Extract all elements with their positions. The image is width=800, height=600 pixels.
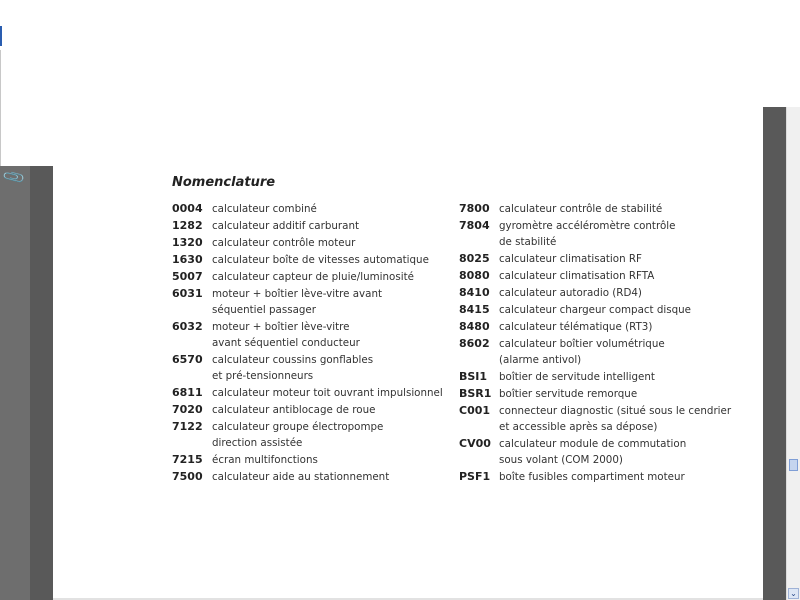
entry-code: 7500 (172, 470, 203, 483)
entry-code: 7804 (459, 219, 490, 232)
nomenclature-entry (459, 436, 749, 468)
entry-code: 8080 (459, 269, 490, 282)
entry-description-line: calculateur coussins gonflables (212, 354, 374, 366)
entry-code: C001 (459, 404, 491, 417)
entry-description-line: calculateur additif carburant (212, 220, 360, 232)
nomenclature-entry (172, 452, 457, 468)
entry-description (499, 403, 749, 435)
paperclip-icon[interactable]: 📎 (1, 164, 27, 190)
nomenclature-entry (172, 352, 457, 384)
entry-description-line: sous volant (COM 2000) (499, 454, 623, 466)
entry-description (499, 469, 749, 485)
entry-code: 1630 (172, 253, 203, 266)
nomenclature-entry (459, 285, 749, 301)
entry-description (212, 201, 457, 217)
nomenclature-left-column (172, 201, 457, 486)
entry-description (499, 268, 749, 284)
entry-code: 8025 (459, 252, 490, 265)
nomenclature-right-column (459, 201, 749, 486)
entry-code: 5007 (172, 270, 203, 283)
divider (0, 50, 1, 166)
entry-description-line: boîte fusibles compartiment moteur (499, 471, 685, 483)
nomenclature-entry (459, 469, 749, 485)
entry-description-line: calculateur groupe électropompe (212, 421, 384, 433)
entry-description (212, 419, 457, 451)
entry-description (212, 286, 457, 318)
entry-code: CV00 (459, 437, 491, 450)
entry-code: 8602 (459, 337, 490, 350)
vertical-scrollbar[interactable] (786, 107, 800, 600)
entry-description-line: calculateur autoradio (RD4) (499, 287, 642, 299)
entry-code: 6811 (172, 386, 203, 399)
nomenclature-entry (459, 251, 749, 267)
nomenclature-entry (172, 235, 457, 251)
entry-description (212, 469, 457, 485)
nomenclature-entry (172, 286, 457, 318)
entry-description (212, 452, 457, 468)
viewer-gutter (763, 107, 786, 600)
entry-code: 7800 (459, 202, 490, 215)
entry-description-line: avant séquentiel conducteur (212, 337, 360, 349)
entry-description-line: calculateur télématique (RT3) (499, 321, 653, 333)
entry-description-line: moteur + boîtier lève-vitre (212, 321, 350, 333)
entry-description-line: calculateur chargeur compact disque (499, 304, 692, 316)
nomenclature-entry (459, 403, 749, 435)
entry-description (499, 336, 749, 368)
entry-description (212, 319, 457, 351)
entry-description-line: direction assistée (212, 437, 303, 449)
entry-description-line: calculateur module de commutation (499, 438, 687, 450)
entry-description (212, 385, 457, 401)
nomenclature-entry (459, 302, 749, 318)
cursor-marker (0, 26, 2, 46)
entry-description (212, 402, 457, 418)
nomenclature-entry (459, 319, 749, 335)
entry-code: 7122 (172, 420, 203, 433)
chevron-down-icon[interactable]: ⌄ (788, 588, 799, 599)
nomenclature-entry (459, 369, 749, 385)
entry-code: BSR1 (459, 387, 492, 400)
entry-description-line: calculateur boîtier volumétrique (499, 338, 665, 350)
entry-code: PSF1 (459, 470, 491, 483)
entry-description-line: séquentiel passager (212, 304, 316, 316)
nomenclature-entry (172, 402, 457, 418)
entry-description (499, 386, 749, 402)
nomenclature-entry (459, 201, 749, 217)
entry-description (499, 218, 749, 250)
entry-code: 6570 (172, 353, 203, 366)
entry-code: 8415 (459, 303, 490, 316)
nomenclature-entry (172, 201, 457, 217)
entry-description (499, 285, 749, 301)
nomenclature-entry (459, 268, 749, 284)
entry-description-line: calculateur antiblocage de roue (212, 404, 376, 416)
entry-description-line: calculateur climatisation RF (499, 253, 642, 265)
entry-description-line: (alarme antivol) (499, 354, 582, 366)
entry-code: 1320 (172, 236, 203, 249)
entry-description-line: boîtier de servitude intelligent (499, 371, 655, 383)
entry-description (212, 269, 457, 285)
nomenclature-entry (172, 269, 457, 285)
entry-description (212, 252, 457, 268)
entry-description-line: calculateur aide au stationnement (212, 471, 390, 483)
entry-code: 8410 (459, 286, 490, 299)
entry-description-line: calculateur contrôle de stabilité (499, 203, 663, 215)
entry-description (499, 201, 749, 217)
entry-code: 0004 (172, 202, 203, 215)
nomenclature-entry (172, 218, 457, 234)
nomenclature-entry (459, 386, 749, 402)
entry-code: 7215 (172, 453, 203, 466)
entry-description-line: et pré-tensionneurs (212, 370, 314, 382)
entry-description-line: écran multifonctions (212, 454, 318, 466)
entry-code: BSI1 (459, 370, 488, 383)
viewer-top-area (0, 0, 800, 166)
entry-description-line: moteur + boîtier lève-vitre avant (212, 288, 383, 300)
entry-description (212, 235, 457, 251)
navigation-panel (0, 166, 30, 600)
nomenclature-entry (172, 252, 457, 268)
entry-description (212, 218, 457, 234)
entry-description-line: calculateur climatisation RFTA (499, 270, 655, 282)
page-title: Nomenclature (172, 175, 276, 190)
entry-description-line: calculateur contrôle moteur (212, 237, 356, 249)
entry-description-line: gyromètre accéléromètre contrôle (499, 220, 676, 232)
entry-description-line: connecteur diagnostic (situé sous le cendrier (499, 405, 732, 417)
entry-code: 1282 (172, 219, 203, 232)
entry-description (499, 319, 749, 335)
entry-description (499, 436, 749, 468)
nomenclature-entry (172, 319, 457, 351)
scrollbar-thumb[interactable] (789, 459, 798, 471)
navigation-panel-gutter (30, 166, 53, 600)
entry-description-line: calculateur combiné (212, 203, 317, 215)
entry-description-line: boîtier servitude remorque (499, 388, 638, 400)
nomenclature-entry (172, 469, 457, 485)
entry-description-line: calculateur boîte de vitesses automatique (212, 254, 429, 266)
entry-code: 7020 (172, 403, 203, 416)
entry-description-line: calculateur capteur de pluie/luminosité (212, 271, 414, 283)
entry-code: 6032 (172, 320, 203, 333)
entry-description-line: calculateur moteur toit ouvrant impulsionnel (212, 387, 443, 399)
nomenclature-entry (459, 218, 749, 250)
entry-code: 8480 (459, 320, 490, 333)
nomenclature-entry (459, 336, 749, 368)
entry-description (212, 352, 457, 384)
entry-description (499, 251, 749, 267)
entry-description (499, 369, 749, 385)
entry-description-line: et accessible après sa dépose) (499, 421, 658, 433)
nomenclature-entry (172, 419, 457, 451)
entry-code: 6031 (172, 287, 203, 300)
entry-description (499, 302, 749, 318)
entry-description-line: de stabilité (499, 236, 557, 248)
nomenclature-entry (172, 385, 457, 401)
